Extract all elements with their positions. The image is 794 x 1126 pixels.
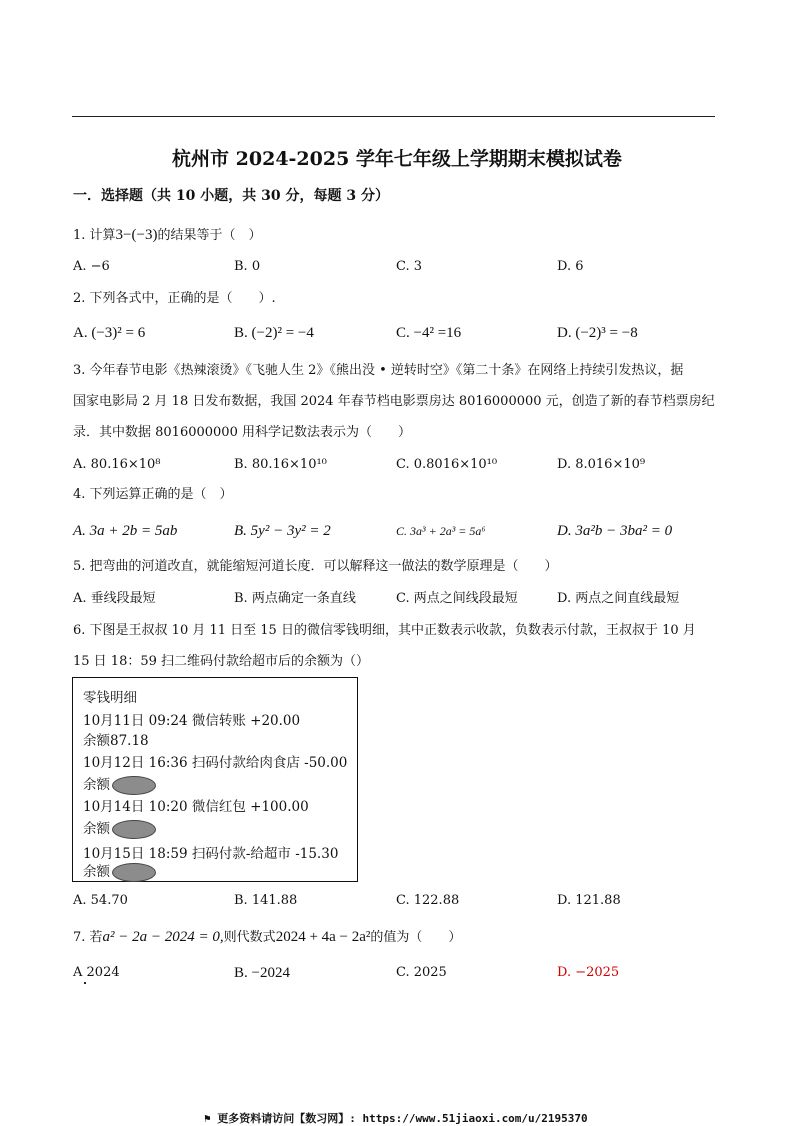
- box-title: 零钱明细: [83, 690, 137, 706]
- question-3-line-3: 录．其中数据 8016000000 用科学记数法表示为（ ）: [73, 425, 411, 440]
- entry-1: 10月11日 09:24 微信转账 +20.00: [83, 713, 301, 729]
- q7-option-c: C. 2025: [396, 965, 447, 980]
- page-title: 杭州市 2024-2025 学年七年级上学期期末模拟试卷: [172, 148, 622, 170]
- entry-3: 10月14日 10:20 微信红包 +100.00: [83, 799, 309, 815]
- q2-option-a: A. (−3)² = 6: [73, 325, 146, 341]
- question-1: [73, 226, 261, 245]
- q1-pre: 1. 计算: [73, 228, 116, 243]
- q5-option-d: D. 两点之间直线最短: [557, 591, 680, 606]
- question-3-line-1: 3. 今年春节电影《热辣滚烫》《飞驰人生 2》《熊出没 • 逆转时空》《第二十条》在网络上持续引发热议，据: [73, 363, 684, 378]
- balance-3-label: 余额: [83, 821, 110, 837]
- q1-option-b: B. 0: [234, 259, 261, 274]
- q1-option-c: C. 3: [396, 259, 423, 274]
- q1-post: 的结果等于（ ）: [157, 228, 262, 243]
- balance-2: [83, 773, 156, 795]
- q6-option-c: C. 122.88: [396, 893, 460, 908]
- q6-option-b: B. 141.88: [234, 893, 298, 908]
- balance-4-label: 余额: [83, 864, 110, 880]
- q7-mid: 则代数式: [223, 930, 276, 945]
- q7-expr: 2024 + 4a − 2a²: [275, 929, 371, 945]
- footer-link[interactable]: ⚑ 更多资料请访问【数习网】: https://www.51jiaoxi.com/u/2195370: [204, 1112, 588, 1125]
- entry-4: 10月15日 18:59 扫码付款-给超市 -15.30: [83, 846, 339, 862]
- stray-dot: [84, 982, 86, 984]
- q5-option-b: B. 两点确定一条直线: [234, 591, 356, 606]
- q7-option-a: A 2024: [73, 965, 120, 980]
- q2-option-b: B. (−2)² = −4: [234, 325, 314, 341]
- balance-1: 余额87.18: [83, 733, 149, 749]
- q5-option-a: A. 垂线段最短: [73, 591, 156, 606]
- q3-option-b: B. 80.16×10¹⁰: [234, 457, 327, 472]
- wallet-detail-box: [72, 677, 358, 882]
- hidden-balance-oval: [112, 776, 156, 795]
- q3-option-a: A. 80.16×10⁸: [73, 457, 161, 472]
- q4-option-b: B. 5y² − 3y² = 2: [234, 523, 331, 539]
- entry-2: 10月12日 16:36 扫码付款给肉食店 -50.00: [83, 755, 348, 771]
- q5-option-c: C. 两点之间线段最短: [396, 591, 518, 606]
- question-6-line-2: 15 日 18：59 扫二维码付款给超市后的余额为（）: [73, 654, 370, 669]
- q7-option-b: B. −2024: [234, 965, 290, 981]
- q6-option-a: A. 54.70: [73, 893, 128, 908]
- q1-expr: 3−(−3): [115, 227, 158, 243]
- question-4: 4. 下列运算正确的是（ ）: [73, 487, 233, 502]
- question-2: 2. 下列各式中，正确的是（ ）.: [73, 291, 276, 306]
- balance-3: [83, 817, 156, 839]
- q7-post: 的值为（ ）: [370, 930, 462, 945]
- question-3-line-2: 国家电影局 2 月 18 日发布数据，我国 2024 年春节档电影票房达 8016000000 元，创造了新的春节档票房纪: [73, 394, 715, 409]
- q1-option-a: A. −6: [73, 259, 110, 274]
- q6-option-d: D. 121.88: [557, 893, 621, 908]
- hidden-balance-oval: [112, 820, 156, 839]
- question-6-line-1: 6. 下图是王叔叔 10 月 11 日至 15 日的微信零钱明细，其中正数表示收款，负数表示付款，王叔叔于 10 月: [73, 623, 696, 638]
- q2-option-d: D. (−2)³ = −8: [557, 325, 638, 341]
- q4-option-a: A. 3a + 2b = 5ab: [73, 523, 178, 539]
- q4-option-c: C. 3a³ + 2a³ = 5a⁶: [396, 524, 486, 538]
- q1-option-d: D. 6: [557, 259, 584, 274]
- q7-condition: a² − 2a − 2024 = 0,: [102, 929, 224, 945]
- q3-option-d: D. 8.016×10⁹: [557, 457, 646, 472]
- top-rule: [72, 116, 715, 117]
- q2-option-c: C. −4² =16: [396, 325, 462, 341]
- balance-4: [83, 860, 156, 882]
- q3-option-c: C. 0.8016×10¹⁰: [396, 457, 498, 472]
- q4-option-d: D. 3a²b − 3ba² = 0: [557, 523, 673, 539]
- section-heading: 一．选择题（共 10 小题，共 30 分，每题 3 分）: [73, 188, 389, 204]
- question-5: 5. 把弯曲的河道改直，就能缩短河道长度．可以解释这一做法的数学原理是（ ）: [73, 559, 558, 574]
- q7-option-d: D. −2025: [557, 965, 620, 980]
- q7-pre: 7. 若: [73, 930, 103, 945]
- balance-2-label: 余额: [83, 777, 110, 793]
- hidden-balance-oval: [112, 863, 156, 882]
- question-7: [73, 928, 461, 947]
